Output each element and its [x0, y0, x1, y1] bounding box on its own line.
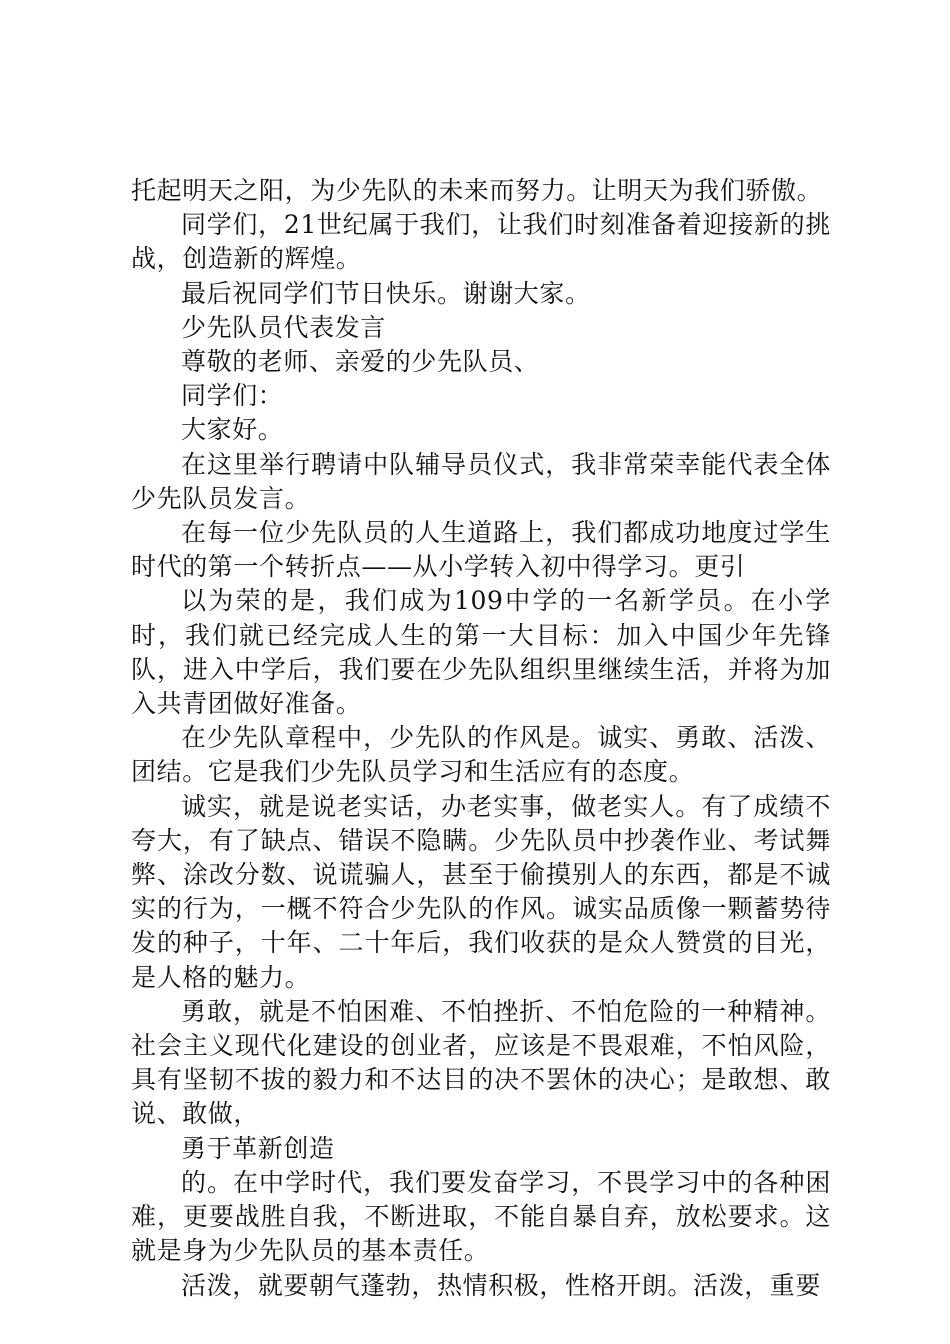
paragraph: 托起明天之阳，为少先队的未来而努力。让明天为我们骄傲。 — [131, 176, 823, 205]
paragraph: 同学们，21世纪属于我们，让我们时刻准备着迎接新的挑战，创造新的辉煌。 — [131, 210, 831, 274]
speech-title: 少先队员代表发言 — [181, 312, 386, 342]
paragraph: 活泼，就要朝气蓬勃，热情积极，性格开朗。活泼，重要 — [181, 1270, 822, 1300]
paragraph: 在每一位少先队员的人生道路上，我们都成功地度过学生时代的第一个转折点——从小学转入初中得学习。更引 — [131, 518, 831, 582]
paragraph: 最后祝同学们节日快乐。谢谢大家。 — [181, 278, 591, 308]
document-body — [131, 174, 831, 1303]
salutation: 同学们： — [181, 381, 284, 411]
paragraph: 在少先队章程中，少先队的作风是。诚实、勇敢、活泼、团结。它是我们少先队员学习和生活应有的态度。 — [131, 723, 831, 787]
greeting: 大家好。 — [181, 415, 284, 445]
paragraph: 勇敢，就是不怕困难、不怕挫折、不怕危险的一种精神。社会主义现代化建设的创业者，应该是不畏艰难，不怕风险，具有坚韧不拔的毅力和不达目的决不罢休的决心；是敢想、敢说、敢做， — [131, 996, 831, 1129]
salutation: 尊敬的老师、亲爱的少先队员、 — [181, 347, 540, 377]
paragraph: 的。在中学时代，我们要发奋学习，不畏学习中的各种困难，更要战胜自我，不断进取，不能自暴自弃，放松要求。这就是身为少先队员的基本责任。 — [131, 1167, 831, 1266]
paragraph: 以为荣的是，我们成为109中学的一名新学员。在小学时，我们就已经完成人生的第一大目标：加入中国少年先锋队，进入中学后，我们要在少先队组织里继续生活，并将为加入共青团做好准备。 — [131, 586, 831, 719]
paragraph: 诚实，就是说老实话，办老实事，做老实人。有了成绩不夸大，有了缺点、错误不隐瞒。少先队员中抄袭作业、考试舞弊、涂改分数、说谎骗人，甚至于偷摸别人的东西，都是不诚实的行为，一概不符合少先队的作风。诚实品质像一颗蓄势待发的种子，十年、二十年后，我们收获的是众人赞赏的目光，是人格的魅力。 — [131, 791, 831, 992]
paragraph: 勇于革新创造 — [181, 1133, 335, 1163]
paragraph: 在这里举行聘请中队辅导员仪式，我非常荣幸能代表全体少先队员发言。 — [131, 449, 831, 513]
